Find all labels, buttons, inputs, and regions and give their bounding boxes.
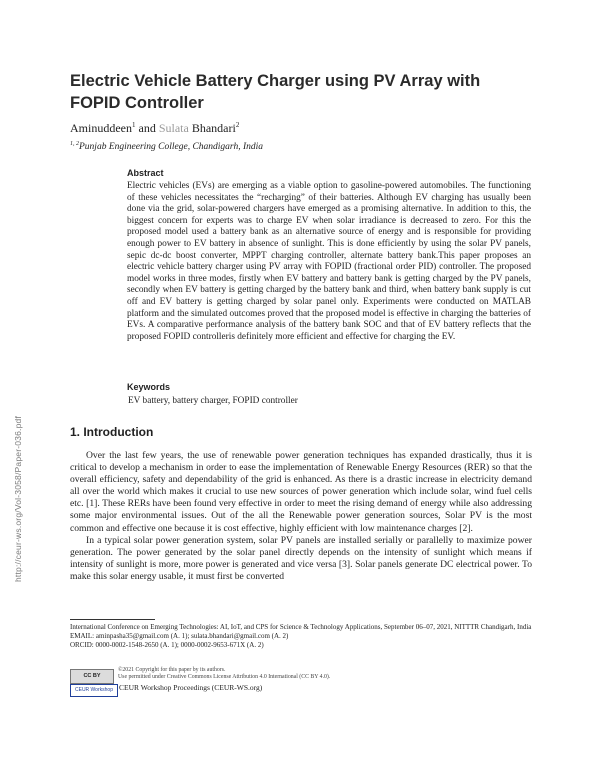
intro-paragraph-1: Over the last few years, the use of renewable power generation techniques has expanded drastically, thus it is critical to develop a mechanism in order to ease the implementation of Renewable Energy Resources (RER) so that the overall efficiency, safety and dependability of the grid is enhanced. As there is a drastic increase in electricity demand all over the world which makes it crucial to use new sources of power generation which include solar, wind fuel cells etc. [1]. These RERs have been found very effective in order to meet the rising demand of energy while also addressing some major environmental issues. Out of the all the Renewable power generation sources, Solar PV is the most common and effective one because it is cost effective, highly efficient with low maintenance charges [2]. [70,450,532,534]
abstract-heading: Abstract [127,168,164,178]
footnote-orcid: ORCID: 0000-0002-1548-2650 (A. 1); 0000-0002-9653-671X (A. 2) [70,641,264,650]
abstract-text: Electric vehicles (EVs) are emerging as a viable option to gasoline-powered automobiles. The functioning of these vehicles necessitates the “recharging” of their batteries. Although EV charging has usually been done via the grid, solar-powered chargers have emerged as a promising alternative. In addition to this, the biggest concern for experts was to charge EV when solar irradiance is decreased to zero. For this the proposed model used a battery bank as an alternative source of energy and is responsible for providing enough power to EV battery in absence of sunlight. This is done efficiently by using the solar PV panels, sepic dc-dc boost converter, MPPT charging controller, alternate battery bank.This paper proposes an electric vehicle battery charger using PV array with FOPID (fractional order PID) controller. The proposed model works in three modes, firstly when EV battery and battery bank is getting charged by the PV panels, secondly when EV battery is getting charged by the battery bank and third, when battery bank supply is cut off and EV battery is getting charged by solar panel only. Experiments were conducted on MATLAB platform and the simulated outcomes proved that the proposed model is effective in charging the batteries of EVs. A comparative performance analysis of the battery bank SOC and that of EV battery reflects that the proposed FOPID controlleris definitely more efficient and effective for charging the EV. [127,181,531,342]
author-2-last: Bhandari [191,121,236,135]
introduction-body [70,450,532,583]
footnote-conference: International Conference on Emerging Technologies: AI, IoT, and CPS for Science & Technology Applications, September 06–07, 2021, NITTTR Chandigarh, India [70,623,532,631]
copyright-line-2: Use permitted under Creative Commons License Attribution 4.0 International (CC BY 4.0). [118,674,331,680]
author-line [70,121,239,136]
copyright-notice [118,667,418,681]
footnote-email: EMAIL: aminpasha35@gmail.com (A. 1); sulata.bhandari@gmail.com (A. 2) [70,632,289,641]
affiliation-text: Punjab Engineering College, Chandigarh, India [79,142,264,153]
author-conjunction: and [138,121,156,135]
cc-license-icon: CC BY [70,669,114,684]
footnote-rule [70,619,155,620]
author-2-first: Sulata [158,121,189,135]
side-url-link[interactable]: http://ceur-ws.org/Vol-3058/Paper-036.pdf [13,415,23,582]
affiliation-sup: 1, 2 [70,141,79,147]
introduction-heading: 1. Introduction [70,425,154,439]
footnotes [70,623,540,651]
ceur-logo-icon: CEUR Workshop [70,684,118,697]
affiliation [70,141,263,152]
paper-title: Electric Vehicle Battery Charger using PV Array with FOPID Controller [70,72,481,112]
author-1-name: Aminuddeen [70,121,132,135]
ceur-proceedings: CEUR Workshop Proceedings (CEUR-WS.org) [119,683,263,692]
author-2-sup: 2 [235,121,240,129]
keywords-text: EV battery, battery charger, FOPID controller [128,396,298,406]
author-1-sup: 1 [132,121,136,129]
copyright-line-1: ©2021 Copyright for this paper by its authors. [118,667,226,673]
keywords-heading: Keywords [127,382,171,392]
intro-paragraph-2: In a typical solar power generation system, solar PV panels are installed serially or parallelly to maximize power generation. The power generated by the solar panel directly depends on the intensity of sunlight which means if intensity of sunlight is more, more power is generated and vice versa [3]. Solar panels generate DC electrical power. To make this solar energy usable, it must first be converted [70,534,532,582]
